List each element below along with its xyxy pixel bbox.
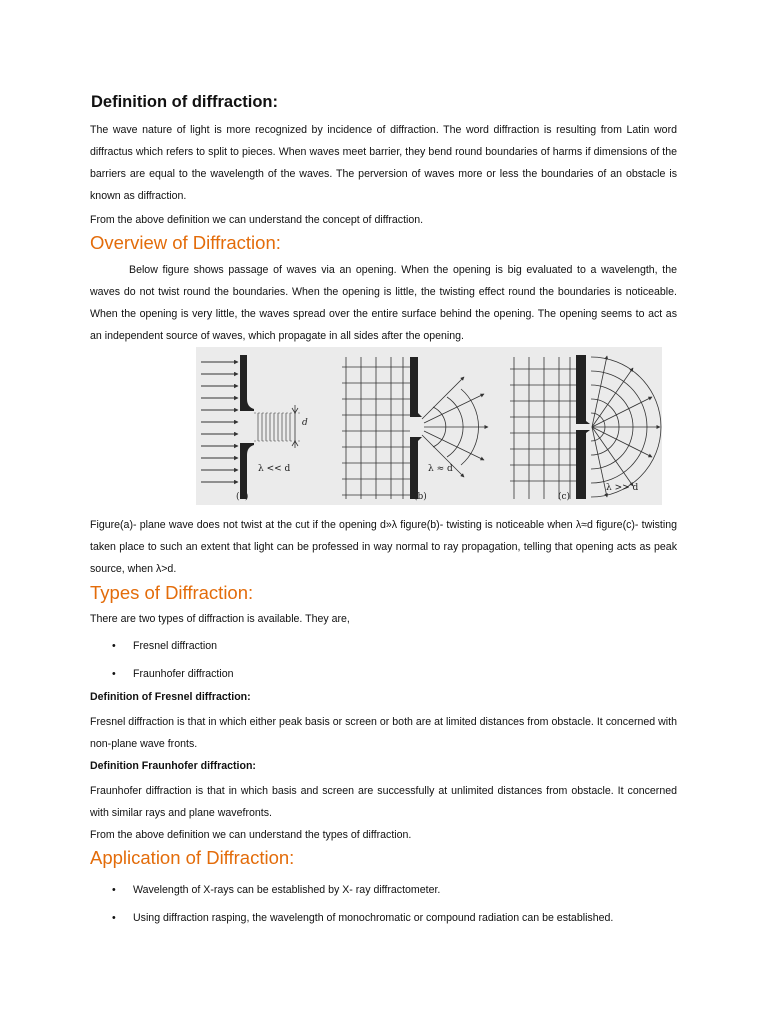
bullet-marker: • (112, 884, 116, 896)
figure-condition-a: λ << d (258, 464, 291, 474)
types-heading: Types of Diffraction: (90, 582, 254, 603)
overview-paragraph: Below figure shows passage of waves via an opening. When the opening is big evaluated to a wavelength, the waves do not twist round the boundaries. When the opening is little, the twisting effect round the boundaries is noticeable. When the opening is very little, the waves spread over the entire surface behind the opening. The opening seems to act as an independent source of waves, which propagate in all sides after the opening. (90, 264, 677, 342)
figure-label-c: (c) (558, 492, 571, 502)
application-list-item: Wavelength of X-rays can be established by X- ray diffractometer. (133, 884, 441, 896)
types-list-item: Fraunhofer diffraction (133, 668, 234, 680)
fraunhofer-definition: Fraunhofer diffraction is that in which basis and screen are successfully at unlimited distances from obstacle. It concerned with similar rays and plane wavefronts. (90, 785, 677, 819)
figure-label-b: (b) (414, 492, 427, 502)
figure-condition-c: λ >> d (606, 483, 639, 493)
figure-panel-b (342, 357, 488, 499)
figure-caption: Figure(a)- plane wave does not twist at the cut if the opening d»λ figure(b)- twisting is noticeable when λ≈d figure(c)- twisting taken place to such an extent that light can be professed in way normal to ray propagation, telling that opening acts as peak source, when λ>d. (90, 519, 677, 575)
types-intro: There are two types of diffraction is available. They are, (90, 613, 350, 625)
application-list-item: Using diffraction rasping, the wavelength of monochromatic or compound radiation can be established. (133, 912, 614, 924)
overview-heading: Overview of Diffraction: (90, 232, 281, 253)
figure-label-a: (a) (236, 492, 249, 502)
figure-gap-label: d (302, 418, 308, 428)
page-title: Definition of diffraction: (91, 93, 278, 111)
figure-condition-b: λ ≈ d (428, 464, 453, 474)
bullet-marker: • (112, 668, 116, 680)
figure-panel-c (510, 355, 661, 499)
intro-conclusion: From the above definition we can understand the concept of diffraction. (90, 214, 424, 226)
intro-paragraph: The wave nature of light is more recognized by incidence of diffraction. The word diffraction is resulting from Latin word diffractus which refers to split to pieces. When waves meet barrier, they bend round boundaries of harms if dimensions of the barriers are equal to the wavelength of the waves. The perversion of waves more or less the boundaries of an obstacle is known as diffraction. (90, 124, 677, 202)
figure-panel-a (201, 355, 300, 499)
fraunhofer-heading: Definition Fraunhofer diffraction: (90, 760, 256, 772)
application-heading: Application of Diffraction: (90, 847, 295, 868)
fresnel-definition: Fresnel diffraction is that in which either peak basis or screen or both are at limited distances from obstacle. It concerned with non-plane wave fronts. (90, 716, 677, 750)
fresnel-heading: Definition of Fresnel diffraction: (90, 691, 251, 703)
types-conclusion: From the above definition we can understand the types of diffraction. (90, 829, 412, 841)
bullet-marker: • (112, 640, 116, 652)
diffraction-figure (196, 347, 662, 505)
types-list-item: Fresnel diffraction (133, 640, 218, 652)
bullet-marker: • (112, 912, 116, 924)
